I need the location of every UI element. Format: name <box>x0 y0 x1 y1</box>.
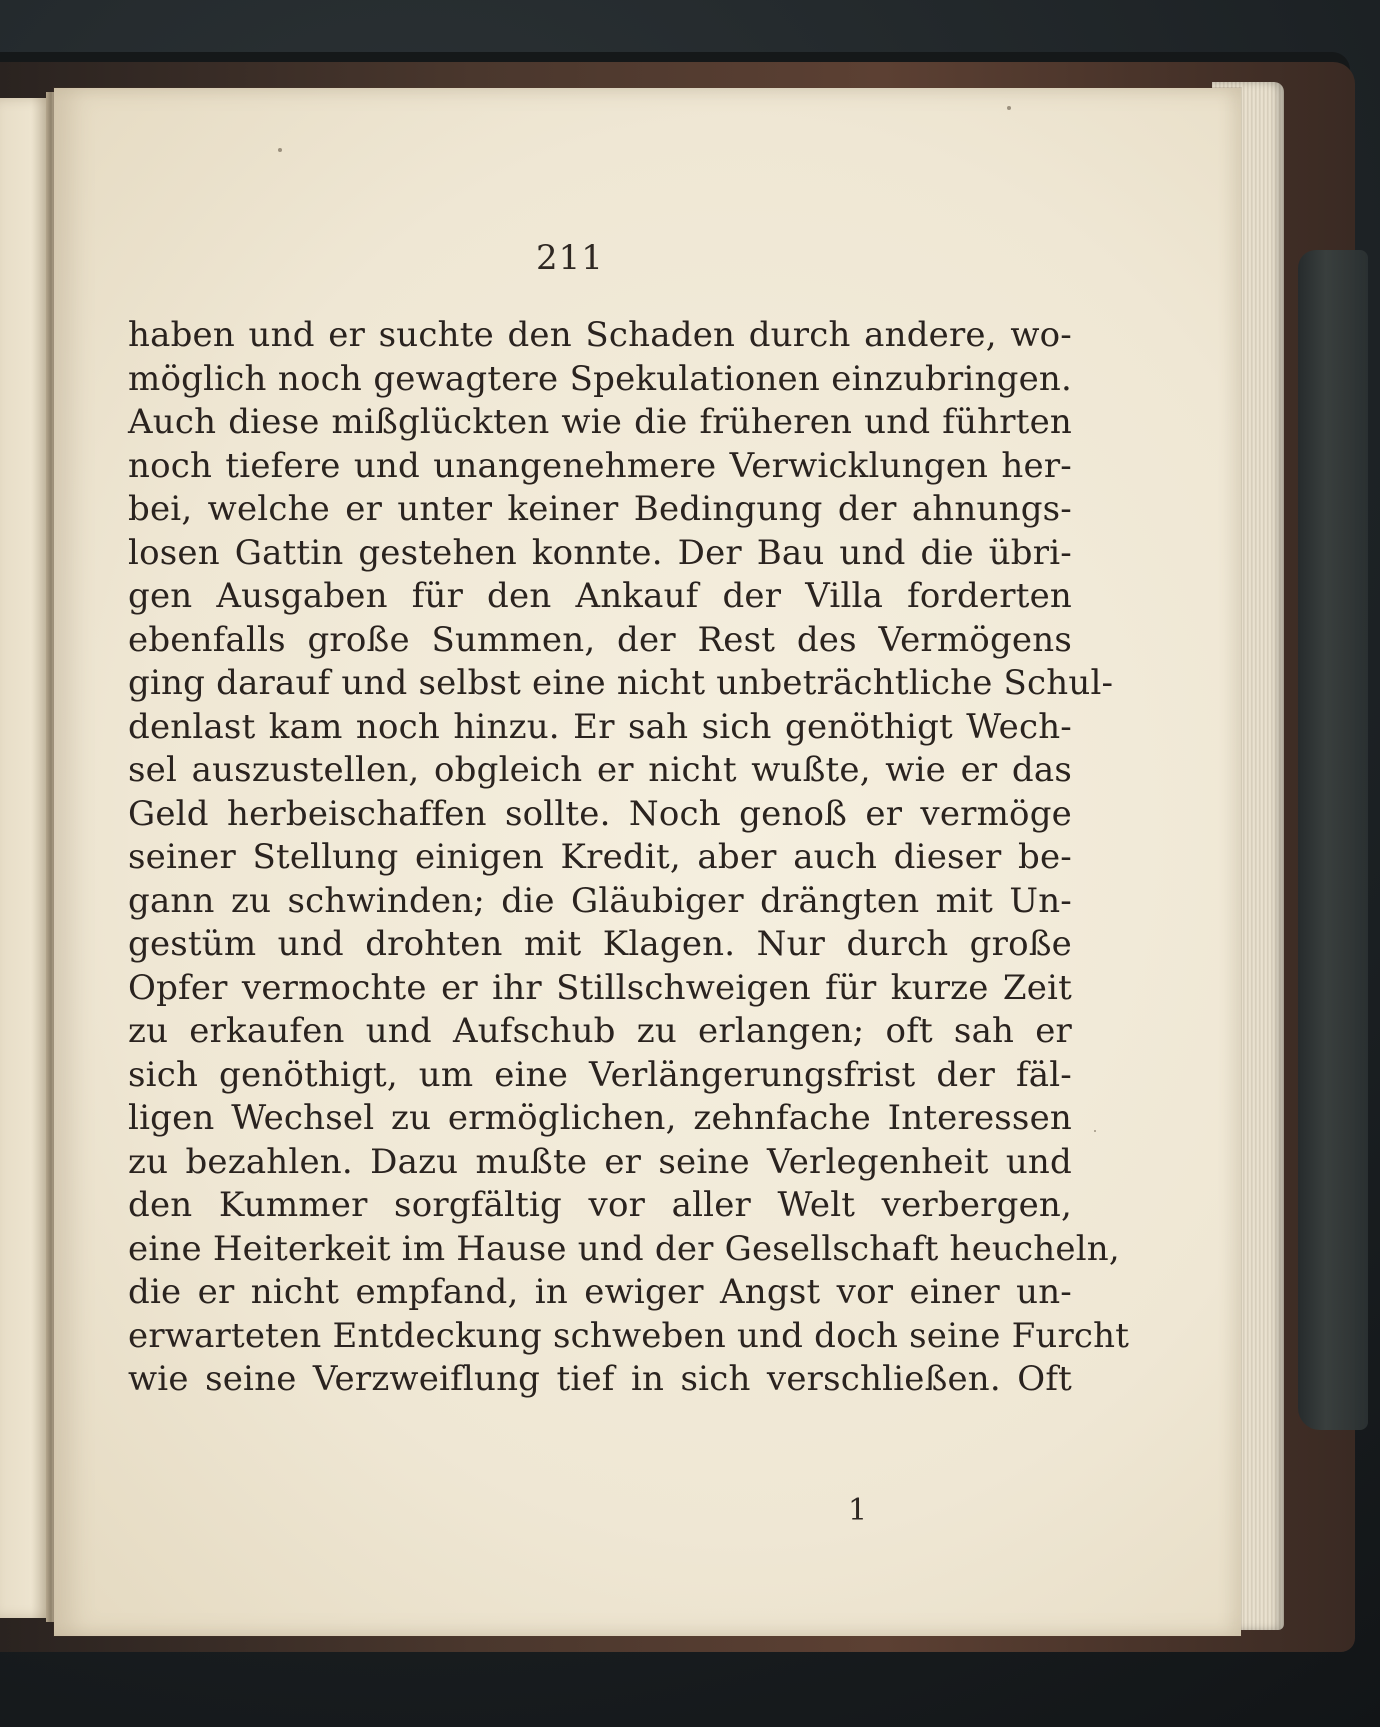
body-text <box>128 314 1130 1402</box>
text-line: denlast kam noch hinzu. Er sah sich genöthigt Wech- <box>128 706 1072 747</box>
text-line: losen Gattin gestehen konnte. Der Bau und die übri- <box>128 532 1072 573</box>
text-line: wie seine Verzweiflung tief in sich verschließen. Oft <box>128 1359 1072 1399</box>
paper-speck <box>1094 1130 1096 1132</box>
text-line: Auch diese mißglückten wie die früheren und führten <box>128 402 1072 442</box>
text-line: sel auszustellen, obgleich er nicht wußte, wie er das <box>128 750 1072 790</box>
text-line: noch tiefere und unangenehmere Verwicklungen her- <box>128 445 1072 486</box>
text-line: Geld herbeischaffen sollte. Noch genoß er vermöge <box>128 793 1072 834</box>
text-line: möglich noch gewagtere Spekulationen einzubringen. <box>128 358 1072 399</box>
book-spine-edge <box>1298 250 1368 1430</box>
text-line: gen Ausgaben für den Ankauf der Villa forderten <box>128 576 1072 616</box>
text-line: den Kummer sorgfältig vor aller Welt verbergen, <box>128 1185 1072 1225</box>
text-line: ebenfalls große Summen, der Rest des Vermögens <box>128 619 1072 660</box>
signature-mark: 1 <box>848 1493 868 1528</box>
text-line: zu erkaufen und Aufschub zu erlangen; oft sah er <box>128 1011 1072 1051</box>
text-line: sich genöthigt, um eine Verlängerungsfrist der fäl- <box>128 1054 1072 1095</box>
text-line: die er nicht empfand, in ewiger Angst vor einer un- <box>128 1272 1072 1312</box>
text-line: ging darauf und selbst eine nicht unbeträchtliche Schul- <box>128 663 1114 703</box>
text-line: zu bezahlen. Dazu mußte er seine Verlegenheit und <box>128 1141 1072 1182</box>
text-line: gestüm und drohten mit Klagen. Nur durch große <box>128 924 1072 964</box>
text-line: haben und er suchte den Schaden durch andere, wo- <box>128 315 1072 355</box>
paper-speck <box>1007 106 1011 110</box>
text-line: erwarteten Entdeckung schweben und doch seine Furcht <box>128 1315 1130 1356</box>
text-line: Opfer vermochte er ihr Stillschweigen für kurze Zeit <box>128 967 1072 1008</box>
paper-speck <box>278 148 282 152</box>
left-page-edge <box>0 98 52 1618</box>
text-area <box>128 238 1130 1528</box>
text-line: gann zu schwinden; die Gläubiger drängten mit Un- <box>128 880 1072 921</box>
book-page <box>54 88 1241 1636</box>
text-line: seiner Stellung einigen Kredit, aber auch dieser be- <box>128 837 1072 877</box>
text-line: eine Heiterkeit im Hause und der Gesellschaft heucheln, <box>128 1228 1120 1269</box>
text-line: ligen Wechsel zu ermöglichen, zehnfache Interessen <box>128 1098 1072 1138</box>
page-number: 211 <box>536 238 604 278</box>
text-line: bei, welche er unter keiner Bedingung der ahnungs- <box>128 489 1072 529</box>
